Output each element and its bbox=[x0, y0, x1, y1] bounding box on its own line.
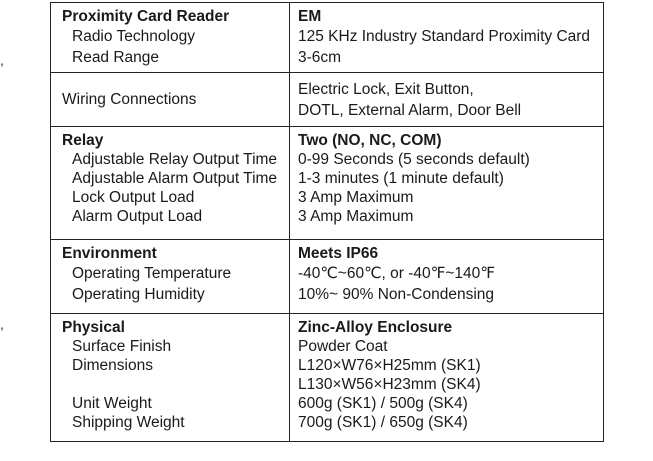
spec-value: 0-99 Seconds (5 seconds default) bbox=[298, 151, 530, 168]
spec-label: Read Range bbox=[72, 49, 160, 66]
spec-labels-cell bbox=[51, 73, 290, 127]
section-heading: Relay bbox=[62, 132, 104, 149]
spec-labels-cell bbox=[51, 127, 290, 240]
section-heading: Wiring Connections bbox=[62, 91, 197, 108]
spec-labels-cell bbox=[51, 240, 290, 314]
spec-section-environment bbox=[51, 240, 604, 314]
section-heading-value: EM bbox=[298, 8, 322, 25]
spec-value: L130×W56×H23mm (SK4) bbox=[298, 376, 481, 393]
spec-labels-cell bbox=[51, 3, 290, 73]
spec-label: Shipping Weight bbox=[72, 414, 185, 431]
spec-section-physical bbox=[51, 314, 604, 442]
spec-values-cell bbox=[290, 240, 604, 314]
spec-value: Powder Coat bbox=[298, 338, 388, 355]
section-heading: Proximity Card Reader bbox=[62, 8, 230, 25]
spec-values-cell bbox=[290, 3, 604, 73]
spec-section-wiring-connections bbox=[51, 73, 604, 127]
spec-label: Dimensions bbox=[72, 357, 153, 374]
stray-mark: , bbox=[0, 316, 4, 332]
spec-label: Alarm Output Load bbox=[72, 208, 203, 225]
spec-value: 3 Amp Maximum bbox=[298, 208, 414, 225]
spec-value: 600g (SK1) / 500g (SK4) bbox=[298, 395, 468, 412]
spec-label bbox=[62, 375, 289, 394]
section-heading: Environment bbox=[62, 245, 157, 262]
section-heading-value: Zinc-Alloy Enclosure bbox=[298, 319, 453, 336]
section-heading-value: Meets IP66 bbox=[298, 245, 379, 262]
spec-label: Unit Weight bbox=[72, 395, 152, 412]
spec-label: Adjustable Relay Output Time bbox=[72, 151, 278, 168]
spec-label: Operating Temperature bbox=[72, 265, 232, 282]
section-heading-value: Two (NO, NC, COM) bbox=[298, 132, 442, 149]
spec-section-relay bbox=[51, 127, 604, 240]
spec-section-proximity-card-reader bbox=[51, 3, 604, 73]
spec-label: Radio Technology bbox=[72, 28, 195, 45]
spec-value: 125 KHz Industry Standard Proximity Card bbox=[298, 28, 591, 45]
spec-value: L120×W76×H25mm (SK1) bbox=[298, 357, 481, 374]
spec-labels-cell bbox=[51, 314, 290, 442]
spec-values-cell bbox=[290, 73, 604, 127]
spec-value: 3 Amp Maximum bbox=[298, 189, 414, 206]
section-heading: Physical bbox=[62, 319, 125, 336]
spec-label: Operating Humidity bbox=[72, 286, 205, 303]
spec-label: Adjustable Alarm Output Time bbox=[72, 170, 278, 187]
spec-label: Lock Output Load bbox=[72, 189, 195, 206]
stray-mark: , bbox=[0, 52, 4, 68]
spec-value: Electric Lock, Exit Button, bbox=[298, 80, 474, 98]
spec-values-cell bbox=[290, 314, 604, 442]
spec-values-cell bbox=[290, 127, 604, 240]
spec-value: -40℃~60℃, or -40℉~140℉ bbox=[298, 265, 496, 282]
spec-value: 10%~ 90% Non-Condensing bbox=[298, 286, 495, 303]
spec-table bbox=[50, 2, 604, 442]
spec-value: 700g (SK1) / 650g (SK4) bbox=[298, 414, 468, 431]
spec-value: DOTL, External Alarm, Door Bell bbox=[298, 101, 522, 119]
spec-label: Surface Finish bbox=[72, 338, 172, 355]
spec-value: 1-3 minutes (1 minute default) bbox=[298, 170, 504, 187]
spec-value: 3-6cm bbox=[298, 49, 342, 66]
